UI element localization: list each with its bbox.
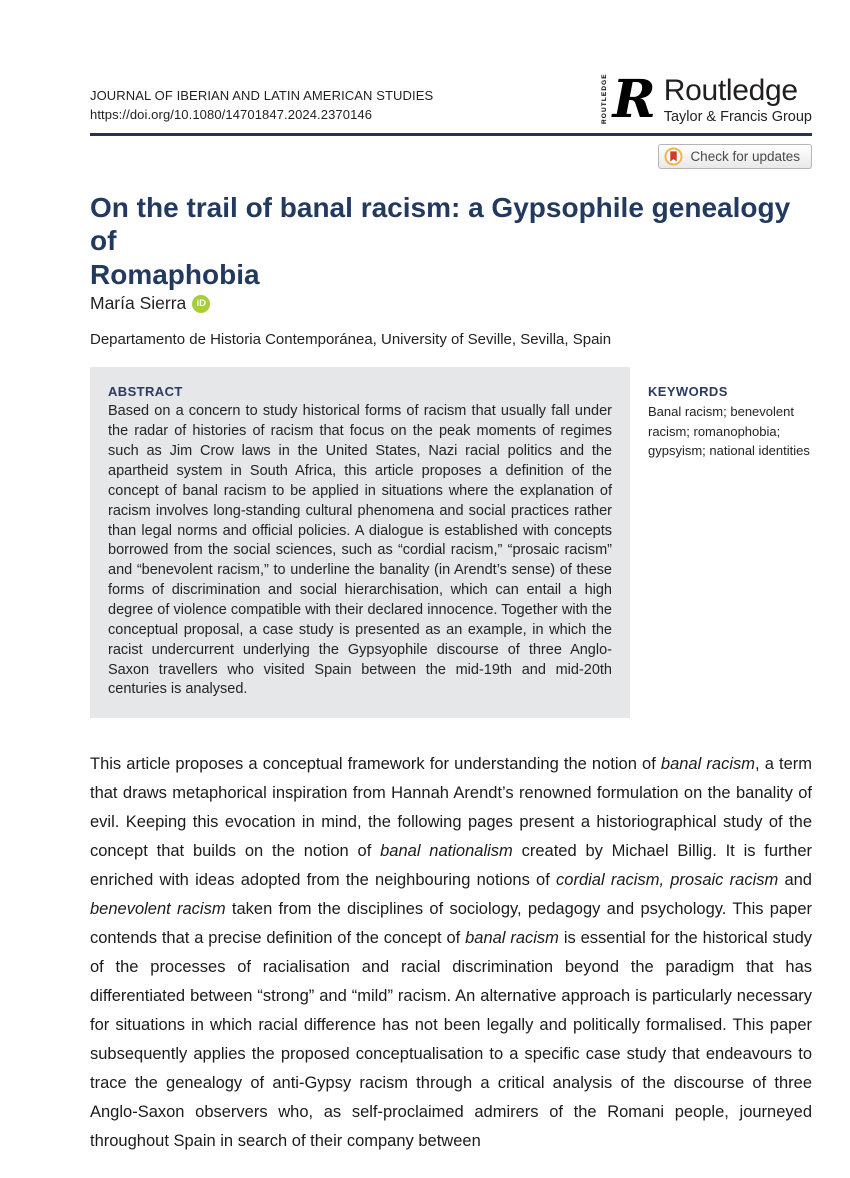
header-rule xyxy=(90,133,812,136)
routledge-vertical-text: ROUTLEDGE xyxy=(600,73,608,125)
crossmark-icon xyxy=(664,147,683,166)
journal-name: JOURNAL OF IBERIAN AND LATIN AMERICAN STUDIES xyxy=(90,87,434,103)
page-header xyxy=(90,69,812,131)
abstract-heading: ABSTRACT xyxy=(108,384,183,400)
publisher-group: Taylor & Francis Group xyxy=(663,108,812,125)
keywords-heading: KEYWORDS xyxy=(648,384,728,400)
author-affiliation: Departamento de Historia Contemporánea, University of Seville, Sevilla, Spain xyxy=(90,331,612,349)
routledge-logo xyxy=(600,69,813,131)
article-title-line1: On the trail of banal racism: a Gypsophile genealogy of xyxy=(90,191,791,257)
publisher-wordmark xyxy=(661,76,812,125)
abstract-text: Based on a concern to study historical forms of racism that usually fall under the radar of histories of racism that focus on the peak moments of regimes such as Jim Crow laws in the United States, Nazi racial politics and the apartheid system in South Africa, this article proposes a definition of the concept of banal racism to be applied in situations where the explanation of racism involves long-standing cultural phenomena and social practices rather than legal norms and official policies. A dialogue is established with concepts borrowed from the social sciences, such as “cordial racism,” “prosaic racism” and “benevolent racism,” to underline the banality (in Arendt’s sense) of these forms of discrimination and social hierarchisation, which can entail a high degree of violence compatible with their declared innocence. Together with the conceptual proposal, a case study is presented as an example, in which the racist undercurrent underlying the Gypsyophile discourse of three Anglo-Saxon travellers who visited Spain between the mid-19th and mid-20th centuries is analysed. xyxy=(108,403,612,698)
doi-link[interactable]: https://doi.org/10.1080/14701847.2024.2370146 xyxy=(90,106,373,122)
check-for-updates-button[interactable] xyxy=(658,144,812,169)
badge-row xyxy=(90,144,812,169)
orcid-icon[interactable]: iD xyxy=(192,295,210,313)
check-for-updates-label: Check for updates xyxy=(690,148,800,164)
article-title xyxy=(90,191,812,292)
publisher-name: Routledge xyxy=(663,74,798,107)
abstract-section xyxy=(90,367,812,718)
author-name: María Sierra xyxy=(90,293,187,314)
keywords-column xyxy=(648,367,812,718)
keywords-text: Banal racism; benevolent racism; romanophobia; gypsyism; national identities xyxy=(648,404,810,459)
routledge-mark-icon: R xyxy=(612,69,656,131)
author-row xyxy=(90,293,812,314)
abstract-box xyxy=(90,367,630,718)
body-paragraph: This article proposes a conceptual framework for understanding the notion of banal racism, a term that draws metaphorical inspiration from Hannah Arendt’s renowned formulation on the banality of evil. Keeping this evocation in mind, the following pages present a historiographical study of the concept that builds on the notion of banal nationalism created by Michael Billig. It is further enriched with ideas adopted from the neighbouring notions of cordial racism, prosaic racism and benevolent racism taken from the disciplines of sociology, pedagogy and psychology. This paper contends that a precise definition of the concept of banal racism is essential for the historical study of the processes of racialisation and racial discrimination beyond the paradigm that has differentiated between “strong” and “mild” racism. An alternative approach is particularly necessary for situations in which racial difference has not been legally and politically formalised. This paper subsequently applies the proposed conceptualisation to a specific case study that endeavours to trace the genealogy of anti-Gypsy racism through a critical analysis of the discourse of three Anglo-Saxon observers who, as self-proclaimed admirers of the Romani people, journeyed throughout Spain in search of their company between xyxy=(90,755,812,1151)
article-title-line2: Romaphobia xyxy=(90,258,260,290)
journal-info xyxy=(90,87,433,125)
